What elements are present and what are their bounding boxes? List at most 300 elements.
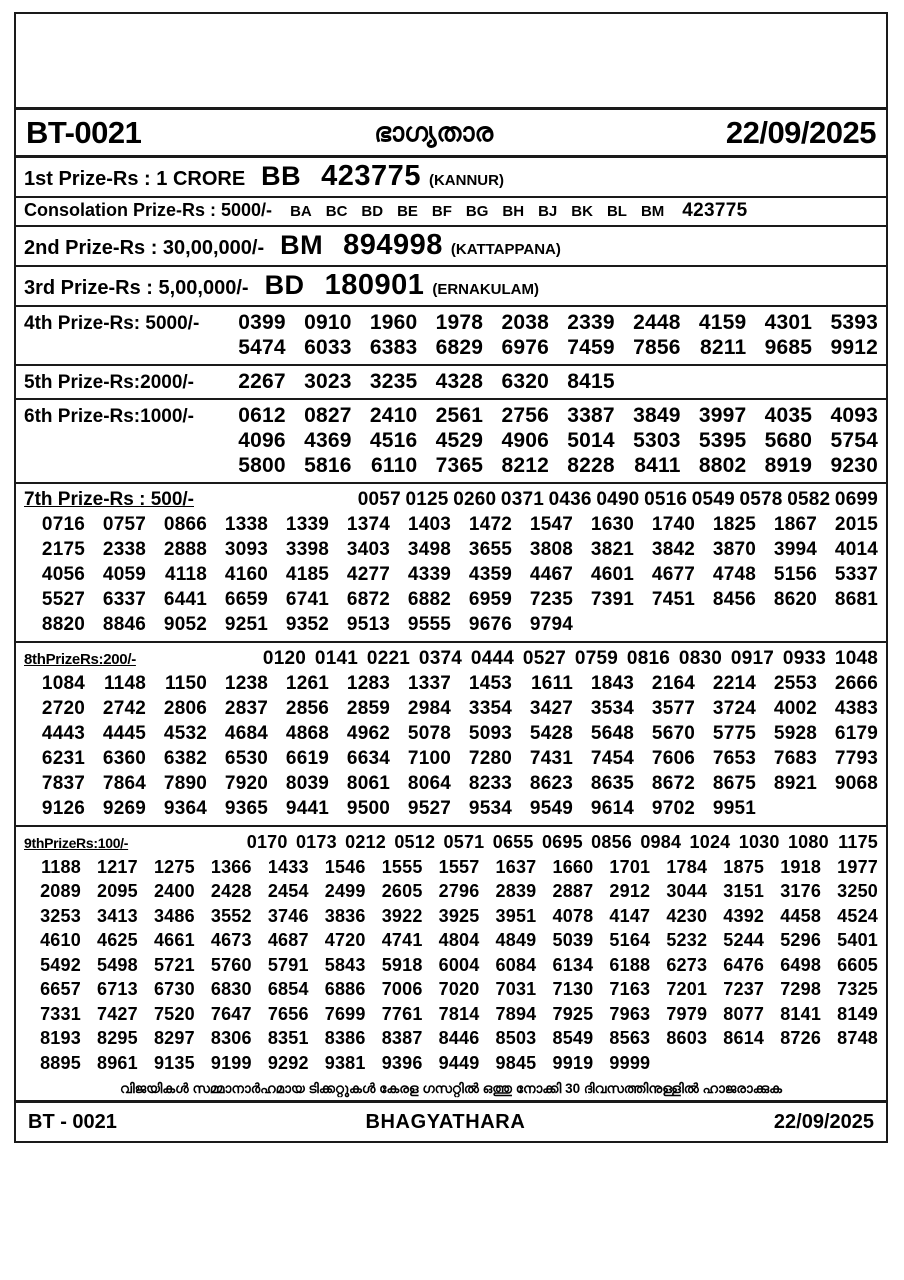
- prize-number: 1238: [224, 673, 268, 694]
- consolation-series-code: BE: [397, 203, 418, 220]
- prize-number: 4720: [324, 930, 366, 950]
- prize-number: 7130: [552, 979, 594, 999]
- prize-number: 4748: [712, 564, 756, 585]
- grid-spacer: [197, 646, 202, 671]
- prize-number: 9912: [830, 336, 878, 359]
- prize-number: 8061: [346, 773, 390, 794]
- prize-number: 1843: [590, 673, 634, 694]
- prize-number: 4059: [102, 564, 146, 585]
- prize-number: 4035: [764, 404, 813, 427]
- prize-number: 8503: [495, 1028, 537, 1048]
- prize-number: 0578: [739, 489, 783, 510]
- consolation-series-code: BJ: [538, 203, 558, 220]
- prize-number: 5680: [764, 429, 813, 452]
- prize-number: 1918: [780, 856, 822, 877]
- prize-number: 4078: [552, 905, 594, 926]
- eighth-prize-numbers-head: [150, 646, 878, 671]
- prize-number: 0125: [405, 489, 449, 510]
- prize-number: 0612: [238, 404, 286, 427]
- prize-number: 7427: [97, 1003, 138, 1024]
- prize-number: 7459: [567, 336, 615, 359]
- prize-number: 6829: [435, 336, 484, 359]
- prize-number: 9534: [468, 798, 512, 819]
- prize-number: 3577: [651, 698, 695, 719]
- prize-number: 7894: [495, 1003, 537, 1024]
- prize-number: 9441: [285, 798, 329, 819]
- prize-number: 6337: [102, 589, 146, 610]
- prize-number: 6872: [346, 589, 390, 610]
- third-prize-series: BD: [264, 270, 305, 300]
- grid-spacer: [233, 830, 238, 855]
- header-row: [16, 110, 886, 158]
- prize-number: 8415: [567, 370, 615, 393]
- first-prize-row: [16, 158, 886, 198]
- prize-number: 7331: [40, 1003, 81, 1024]
- prize-number: 5775: [712, 723, 756, 744]
- eighth-prize-row: [16, 643, 886, 827]
- prize-number: 1784: [666, 856, 708, 877]
- prize-number: 1978: [435, 311, 484, 334]
- prize-number: 4185: [285, 564, 329, 585]
- prize-number: 5760: [210, 954, 252, 975]
- prize-number: 7325: [837, 979, 878, 999]
- prize-number: 7454: [590, 748, 634, 769]
- prize-number: 0699: [834, 489, 878, 510]
- prize-number: 1630: [590, 514, 634, 535]
- header-lottery-name-malayalam: ഭാഗ്യതാര: [374, 116, 494, 147]
- prize-number: 9702: [651, 798, 695, 819]
- prize-number: 2912: [609, 881, 651, 901]
- prize-number: 4610: [40, 930, 81, 950]
- fifth-prize-label: 5th Prize-Rs:2000/-: [24, 372, 195, 393]
- prize-number: 7365: [435, 454, 484, 477]
- prize-number: 1030: [738, 832, 780, 852]
- prize-number: 4359: [468, 564, 512, 585]
- prize-number: 4096: [238, 429, 286, 452]
- prize-number: 8297: [153, 1028, 195, 1048]
- prize-number: 6882: [407, 589, 451, 610]
- prize-number: 0816: [626, 648, 670, 669]
- prize-number: 3836: [324, 905, 366, 926]
- prize-number: 9364: [163, 798, 207, 819]
- prize-number: 1960: [369, 311, 418, 334]
- prize-number: 7235: [529, 589, 573, 610]
- prize-number: 0716: [41, 514, 85, 535]
- prize-number: 4516: [369, 429, 418, 452]
- footer-row: [16, 1103, 886, 1141]
- first-prize-place: (KANNUR): [428, 172, 504, 189]
- prize-number: 6441: [163, 589, 207, 610]
- prize-number: 8064: [407, 773, 451, 794]
- prize-number: 9292: [267, 1052, 309, 1073]
- prize-number: 2561: [435, 404, 484, 427]
- prize-number: 8623: [529, 773, 573, 794]
- eighth-prize-numbers-rest: [24, 671, 878, 821]
- eighth-prize-label: 8thPrizeRs:200/-: [24, 651, 136, 668]
- prize-number: 0221: [366, 648, 410, 669]
- prize-number: 8193: [40, 1028, 81, 1048]
- prize-number: 8212: [501, 454, 549, 477]
- prize-number: 2887: [552, 881, 594, 901]
- third-prize-row: [16, 267, 886, 307]
- prize-number: 4118: [164, 564, 207, 585]
- prize-number: 5928: [773, 723, 817, 744]
- consolation-series-code: BD: [361, 203, 384, 220]
- prize-number: 1825: [712, 514, 756, 535]
- prize-number: 3250: [837, 881, 878, 901]
- prize-number: 6382: [163, 748, 207, 769]
- prize-number: 3093: [224, 539, 268, 560]
- prize-number: 9251: [224, 614, 268, 635]
- fourth-prize-label: 4th Prize-Rs: 5000/-: [24, 313, 200, 334]
- prize-number: 7683: [773, 748, 817, 769]
- prize-number: 2605: [381, 881, 423, 901]
- prize-number: 3849: [633, 404, 681, 427]
- prize-number: 8675: [712, 773, 756, 794]
- prize-number: 3354: [468, 698, 512, 719]
- prize-number: 6634: [346, 748, 390, 769]
- prize-number: 5843: [324, 954, 366, 975]
- prize-number: 0141: [314, 648, 358, 669]
- prize-number: 9685: [764, 336, 813, 359]
- prize-number: 7656: [267, 1003, 309, 1024]
- consolation-series-code: BF: [431, 203, 452, 220]
- prize-number: 3808: [529, 539, 573, 560]
- grid-spacer: [252, 487, 257, 512]
- prize-number: 4849: [495, 930, 537, 950]
- prize-number: 4443: [41, 723, 85, 744]
- prize-number: 7031: [495, 979, 537, 999]
- prize-number: 1867: [773, 514, 817, 535]
- prize-number: 3413: [97, 905, 138, 926]
- prize-number: 6231: [41, 748, 85, 769]
- grid-spacer: [300, 487, 305, 512]
- prize-number: 3486: [153, 905, 195, 926]
- prize-number: 3498: [407, 539, 451, 560]
- seventh-prize-row: [16, 484, 886, 643]
- prize-number: 4532: [163, 723, 207, 744]
- prize-number: 3398: [285, 539, 329, 560]
- prize-number: 8446: [438, 1028, 480, 1048]
- fifth-prize-numbers: [220, 369, 878, 394]
- prize-number: 6854: [267, 979, 309, 999]
- prize-number: 7890: [163, 773, 207, 794]
- prize-number: 3842: [651, 539, 695, 560]
- prize-number: 2267: [238, 370, 286, 393]
- prize-number: 2806: [163, 698, 207, 719]
- second-prize-row: [16, 227, 886, 267]
- prize-number: 0549: [691, 489, 735, 510]
- prize-number: 6383: [369, 336, 418, 359]
- prize-number: 1084: [41, 673, 85, 694]
- prize-number: 7963: [609, 1003, 651, 1024]
- prize-number: 1433: [267, 856, 309, 877]
- prize-number: 5918: [381, 954, 423, 975]
- prize-number: 7856: [633, 336, 681, 359]
- prize-number: 2553: [773, 673, 817, 694]
- prize-number: 5401: [837, 930, 878, 950]
- prize-number: 4002: [773, 698, 817, 719]
- prize-number: 7520: [153, 1003, 195, 1024]
- prize-number: 4684: [224, 723, 268, 744]
- prize-number: 2837: [224, 698, 268, 719]
- prize-number: 4467: [529, 564, 573, 585]
- prize-number: 4601: [590, 564, 634, 585]
- prize-number: 4458: [780, 905, 822, 926]
- prize-number: 1611: [530, 673, 573, 694]
- prize-number: 9365: [224, 798, 268, 819]
- prize-number: 9513: [346, 614, 390, 635]
- prize-number: 5791: [267, 954, 309, 975]
- prize-number: 3387: [567, 404, 615, 427]
- prize-number: 8387: [381, 1028, 423, 1048]
- prize-number: 3922: [381, 905, 423, 926]
- consolation-series-code: BA: [290, 203, 312, 220]
- prize-number: 4369: [304, 429, 352, 452]
- prize-number: 1740: [651, 514, 695, 535]
- prize-number: 8386: [324, 1028, 366, 1048]
- prize-number: 1557: [438, 856, 480, 877]
- prize-number: 7864: [102, 773, 146, 794]
- prize-number: 8820: [41, 614, 85, 635]
- prize-number: 0757: [102, 514, 146, 535]
- prize-number: 5244: [723, 930, 765, 950]
- prize-number: 2410: [369, 404, 418, 427]
- prize-number: 0374: [418, 648, 462, 669]
- fourth-prize-row: [16, 307, 886, 366]
- prize-number: 1875: [723, 856, 765, 877]
- header-draw-date: 22/09/2025: [725, 114, 876, 150]
- result-frame: [14, 12, 888, 1143]
- prize-number: 2095: [97, 881, 138, 901]
- prize-number: 6004: [438, 954, 480, 975]
- prize-number: 1048: [834, 648, 878, 669]
- prize-number: 0759: [574, 648, 618, 669]
- prize-number: 5232: [666, 930, 708, 950]
- prize-number: 3253: [40, 905, 81, 926]
- prize-number: 5039: [552, 930, 594, 950]
- prize-number: 0571: [443, 832, 485, 852]
- first-prize-series: BB: [261, 161, 302, 191]
- prize-number: 9794: [529, 614, 573, 635]
- second-prize-number: 894998: [343, 229, 443, 261]
- prize-number: 0917: [730, 648, 774, 669]
- prize-number: 5395: [698, 429, 747, 452]
- prize-number: 8306: [210, 1028, 252, 1048]
- prize-number: 3403: [346, 539, 390, 560]
- prize-number: 7920: [224, 773, 268, 794]
- prize-number: 8563: [609, 1028, 651, 1048]
- grid-spacer: [249, 646, 254, 671]
- prize-number: 3427: [529, 698, 573, 719]
- third-prize-label: 3rd Prize-Rs : 5,00,000/-: [24, 277, 249, 299]
- prize-number: 3821: [590, 539, 634, 560]
- prize-number: 4160: [224, 564, 268, 585]
- prize-number: 3925: [438, 905, 480, 926]
- prize-number: 3655: [468, 539, 512, 560]
- prize-number: 5428: [529, 723, 573, 744]
- prize-number: 8456: [712, 589, 756, 610]
- prize-number: 0170: [246, 832, 288, 852]
- prize-number: 0655: [492, 832, 534, 852]
- prize-number: 0057: [357, 489, 401, 510]
- prize-number: 9919: [552, 1052, 594, 1073]
- prize-number: 7761: [381, 1003, 423, 1024]
- prize-number: 9381: [324, 1052, 366, 1073]
- prize-number: 0933: [782, 648, 826, 669]
- prize-number: 2666: [834, 673, 878, 694]
- consolation-series-code: BL: [606, 203, 627, 220]
- sixth-prize-numbers: [220, 403, 878, 478]
- prize-number: 9449: [438, 1052, 480, 1073]
- prize-number: 9068: [834, 773, 878, 794]
- prize-number: 6886: [324, 979, 366, 999]
- prize-number: 1547: [529, 514, 573, 535]
- prize-number: 9199: [210, 1052, 252, 1073]
- consolation-prize-label: Consolation Prize-Rs : 5000/-: [24, 200, 273, 220]
- prize-number: 0399: [238, 311, 286, 334]
- prize-number: 5296: [780, 930, 822, 950]
- prize-number: 1555: [381, 856, 423, 877]
- prize-number: 1701: [609, 856, 651, 877]
- prize-number: 4625: [97, 930, 138, 950]
- prize-number: 3023: [304, 370, 352, 393]
- consolation-series-code: BM: [640, 203, 665, 220]
- prize-number: 2839: [495, 881, 537, 901]
- prize-number: 0490: [596, 489, 640, 510]
- prize-number: 4687: [267, 930, 309, 950]
- prize-number: 3951: [495, 905, 537, 926]
- prize-number: 0695: [541, 832, 583, 852]
- prize-number: 2175: [41, 539, 85, 560]
- prize-number: 1472: [468, 514, 512, 535]
- prize-number: 7979: [666, 1003, 708, 1024]
- prize-number: 4962: [346, 723, 390, 744]
- prize-number: 9527: [407, 798, 451, 819]
- prize-number: 1453: [468, 673, 512, 694]
- ninth-prize-numbers-head: [140, 830, 878, 855]
- prize-number: 8961: [97, 1052, 138, 1073]
- prize-number: 7431: [529, 748, 573, 769]
- prize-number: 0512: [394, 832, 436, 852]
- prize-number: 0212: [345, 832, 386, 852]
- prize-number: 5078: [407, 723, 451, 744]
- prize-number: 5527: [41, 589, 85, 610]
- prize-number: 8211: [700, 336, 747, 359]
- prize-number: 1403: [407, 514, 451, 535]
- prize-number: 5014: [567, 429, 615, 452]
- prize-number: 9500: [346, 798, 390, 819]
- prize-number: 6530: [224, 748, 268, 769]
- prize-number: 5303: [633, 429, 681, 452]
- prize-number: 7100: [407, 748, 451, 769]
- ninth-prize-label: 9thPrizeRs:100/-: [24, 835, 129, 851]
- prize-number: 4392: [723, 905, 765, 926]
- prize-number: 6976: [501, 336, 549, 359]
- prize-number: 6110: [371, 454, 418, 477]
- prize-number: 2038: [501, 311, 549, 334]
- sixth-prize-row: [16, 400, 886, 484]
- prize-number: 4741: [381, 930, 423, 950]
- prize-number: 5754: [830, 429, 878, 452]
- prize-number: 4804: [438, 930, 480, 950]
- prize-number: 4056: [41, 564, 85, 585]
- prize-number: 4159: [698, 311, 747, 334]
- prize-number: 1275: [153, 856, 195, 877]
- prize-number: 7237: [723, 979, 765, 999]
- prize-number: 0260: [453, 489, 497, 510]
- prize-number: 1546: [324, 856, 366, 877]
- prize-number: 0984: [640, 832, 682, 852]
- prize-number: 8620: [773, 589, 817, 610]
- prize-number: 5816: [304, 454, 352, 477]
- prize-number: 7020: [438, 979, 480, 999]
- fifth-prize-row: [16, 366, 886, 400]
- prize-number: 5800: [238, 454, 286, 477]
- prize-number: 8921: [773, 773, 817, 794]
- prize-number: 0371: [500, 489, 544, 510]
- prize-number: 2796: [438, 881, 480, 901]
- prize-number: 3176: [780, 881, 822, 901]
- prize-number: 0444: [470, 648, 514, 669]
- prize-number: 0436: [548, 489, 592, 510]
- prize-number: 5156: [773, 564, 817, 585]
- prize-number: 4383: [834, 698, 878, 719]
- consolation-series-list: [276, 200, 747, 222]
- prize-number: 8802: [698, 454, 747, 477]
- prize-number: 2454: [267, 881, 309, 901]
- prize-number: 2428: [210, 881, 252, 901]
- prize-number: 7653: [712, 748, 756, 769]
- prize-number: 0866: [163, 514, 207, 535]
- prize-number: 3044: [666, 881, 708, 901]
- prize-number: 3994: [773, 539, 817, 560]
- prize-number: 2448: [633, 311, 681, 334]
- prize-number: 5164: [609, 930, 651, 950]
- prize-number: 8635: [590, 773, 634, 794]
- grid-spacer: [184, 830, 189, 855]
- prize-number: 4445: [102, 723, 146, 744]
- prize-number: 6657: [40, 979, 81, 999]
- fourth-prize-numbers: [220, 310, 878, 360]
- consolation-prize-row: [16, 198, 886, 227]
- prize-number: 2756: [501, 404, 549, 427]
- prize-number: 6605: [837, 954, 878, 975]
- footer-ticket-code: BT - 0021: [28, 1110, 117, 1133]
- prize-number: 2089: [40, 881, 81, 901]
- second-prize-label: 2nd Prize-Rs : 30,00,000/-: [24, 237, 265, 259]
- prize-number: 9549: [529, 798, 573, 819]
- prize-number: 7163: [609, 979, 651, 999]
- prize-number: 0856: [591, 832, 632, 852]
- prize-number: 8149: [837, 1003, 878, 1024]
- prize-number: 1366: [210, 856, 252, 877]
- prize-number: 8748: [837, 1028, 878, 1048]
- prize-number: 9352: [285, 614, 329, 635]
- prize-number: 3997: [698, 404, 747, 427]
- prize-number: 3235: [369, 370, 418, 393]
- prize-number: 6033: [304, 336, 352, 359]
- prize-number: 8846: [102, 614, 146, 635]
- consolation-series-code: BH: [502, 203, 525, 220]
- prize-number: 5721: [153, 954, 195, 975]
- prize-number: 2720: [41, 698, 85, 719]
- seventh-prize-numbers-rest: [24, 512, 878, 637]
- prize-number: 7280: [468, 748, 512, 769]
- prize-number: 7793: [834, 748, 878, 769]
- prize-number: 4014: [834, 539, 878, 560]
- prize-number: 4677: [651, 564, 695, 585]
